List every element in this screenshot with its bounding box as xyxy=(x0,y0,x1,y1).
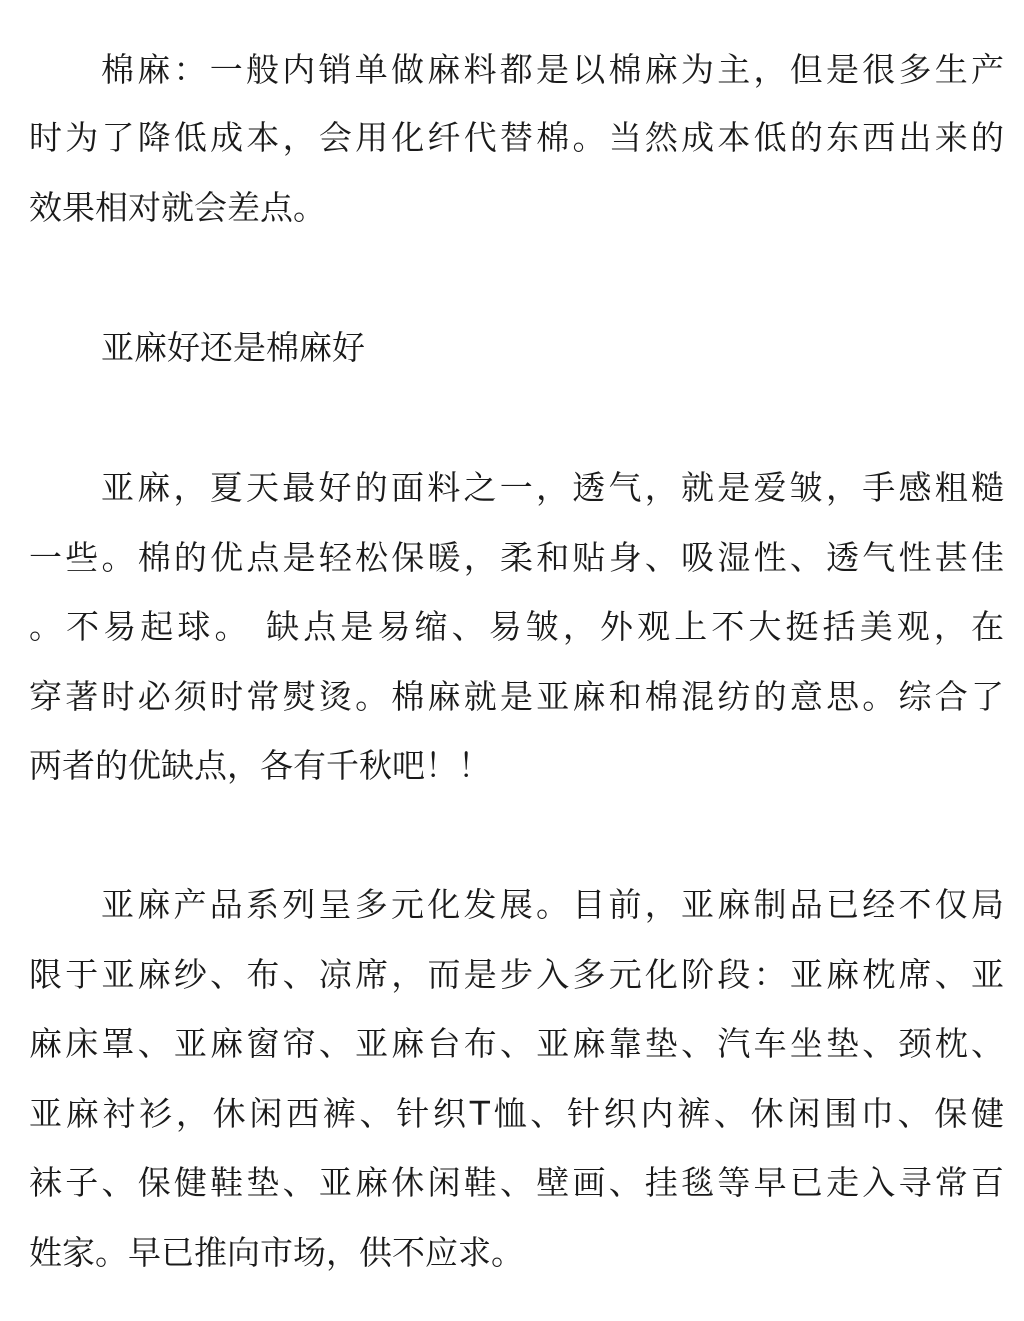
paragraph-4-line-1: 亚麻产品系列呈多元化发展。目前，亚麻制品已经不仅局 xyxy=(101,885,1004,924)
paragraph-4-line-5: 袜子、保健鞋垫、亚麻休闲鞋、壁画、挂毯等早已走入寻常百 xyxy=(29,1163,1004,1202)
paragraph-4-line-2: 限于亚麻纱、布、凉席，而是步入多元化阶段：亚麻枕席、亚 xyxy=(29,955,1004,994)
section-heading: 亚麻好还是棉麻好 xyxy=(101,328,365,367)
paragraph-4-line-6: 姓家。早已推向市场，供不应求。 xyxy=(29,1233,524,1272)
paragraph-1-line-2: 时为了降低成本，会用化纤代替棉。当然成本低的东西出来的 xyxy=(29,118,1004,157)
paragraph-3-line-1: 亚麻，夏天最好的面料之一，透气，就是爱皱，手感粗糙 xyxy=(101,468,1004,507)
paragraph-3-line-4: 穿著时必须时常熨烫。棉麻就是亚麻和棉混纺的意思。综合了 xyxy=(29,677,1004,716)
paragraph-3-line-2: 一些。棉的优点是轻松保暖，柔和贴身、吸湿性、透气性甚佳 xyxy=(29,538,1004,577)
paragraph-3-line-5: 两者的优缺点，各有千秋吧！！ xyxy=(29,746,491,785)
paragraph-3-line-3: 。不易起球。 缺点是易缩、易皱，外观上不大挺括美观，在 xyxy=(29,607,1004,646)
paragraph-4-line-4: 亚麻衬衫，休闲西裤、针织T恤、针织内裤、休闲围巾、保健 xyxy=(29,1094,1004,1133)
paragraph-1-line-3: 效果相对就会差点。 xyxy=(29,188,326,227)
paragraph-4-line-3: 麻床罩、亚麻窗帘、亚麻台布、亚麻靠垫、汽车坐垫、颈枕、 xyxy=(29,1024,1004,1063)
paragraph-1-line-1: 棉麻：一般内销单做麻料都是以棉麻为主，但是很多生产 xyxy=(101,50,1004,89)
